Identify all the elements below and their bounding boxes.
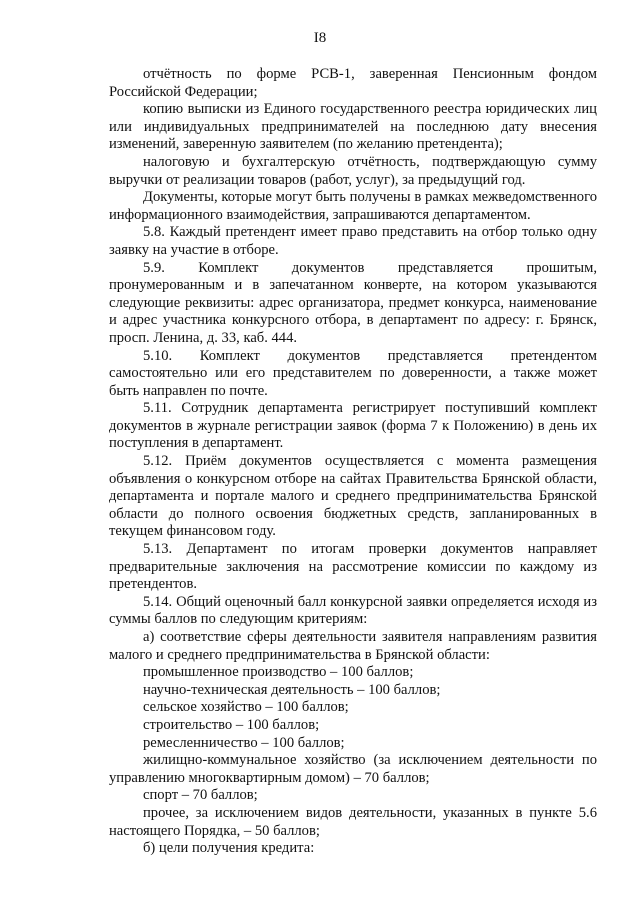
paragraph-interagency-documents: Документы, которые могут быть получены в рамках межведомственного информационного взаимодействия, запрашиваются департаментом. bbox=[109, 189, 597, 223]
paragraph-egrul-extract: копию выписки из Единого государственного реестра юридических лиц или индивидуальных предпринимателей на последнюю дату внесения изменений, заверенную заявителем (по желанию претендента); bbox=[109, 101, 597, 153]
paragraph-rsv1-report: отчётность по форме РСВ-1, заверенная Пенсионным фондом Российской Федерации; bbox=[109, 66, 597, 100]
criteria-item: спорт – 70 баллов; bbox=[143, 787, 258, 804]
paragraph-5-9: 5.9. Комплект документов представляется прошитым, пронумерованным и в запечатанном конверте, на котором указываются следующие реквизиты: адрес организатора, предмет конкурса, наименование и адрес участника конкурсного отбора, в департамент по адресу: г. Брянск, просп. Ленина, д. 33, каб. 444. bbox=[109, 259, 597, 346]
paragraph-5-12: 5.12. Приём документов осуществляется с момента размещения объявления о конкурсном отборе на сайтах Правительства Брянской области, департамента и портале малого и среднего предпринимательства Брянской области до полного освоения бюджетных средств, запланированных в текущем финансовом году. bbox=[109, 453, 597, 540]
paragraph-tax-reporting: налоговую и бухгалтерскую отчётность, подтверждающую сумму выручки от реализации товаров (работ, услуг), за предыдущий год. bbox=[109, 153, 597, 188]
paragraph-5-14: 5.14. Общий оценочный балл конкурсной заявки определяется исходя из суммы баллов по следующим критериям: bbox=[109, 593, 597, 628]
criteria-item: промышленное производство – 100 баллов; bbox=[143, 664, 414, 681]
paragraph-5-11: 5.11. Сотрудник департамента регистрирует поступивший комплект документов в журнале регистрации заявок (форма 7 к Положению) в день их поступления в департамент. bbox=[109, 400, 597, 452]
document-body bbox=[109, 66, 597, 858]
criterion-b-heading: б) цели получения кредита: bbox=[143, 840, 315, 857]
criteria-item: научно-техническая деятельность – 100 баллов; bbox=[143, 681, 441, 698]
criteria-item: сельское хозяйство – 100 баллов; bbox=[143, 699, 349, 716]
criteria-item: ремесленничество – 100 баллов; bbox=[143, 734, 345, 751]
paragraph-5-13: 5.13. Департамент по итогам проверки документов направляет предварительные заключения на рассмотрение комиссии по каждому из претендентов. bbox=[109, 541, 597, 593]
paragraph-5-8: 5.8. Каждый претендент имеет право представить на отбор только одну заявку на участие в отборе. bbox=[109, 224, 597, 258]
paragraph-criterion-a: а) соответствие сферы деятельности заявителя направлениям развития малого и среднего предпринимательства в Брянской области: bbox=[109, 629, 597, 663]
criteria-item: строительство – 100 баллов; bbox=[143, 716, 320, 733]
page-number: I8 bbox=[313, 30, 327, 46]
paragraph-5-10: 5.10. Комплект документов представляется претендентом самостоятельно или его представителем по доверенности, а также может быть направлен по почте. bbox=[109, 347, 597, 399]
criteria-item: жилищно-коммунальное хозяйство (за исключением деятельности по управлению многоквартирным домом) – 70 баллов; bbox=[109, 752, 597, 786]
criteria-item: прочее, за исключением видов деятельности, указанных в пункте 5.6 настоящего Порядка, – 50 баллов; bbox=[109, 804, 597, 839]
